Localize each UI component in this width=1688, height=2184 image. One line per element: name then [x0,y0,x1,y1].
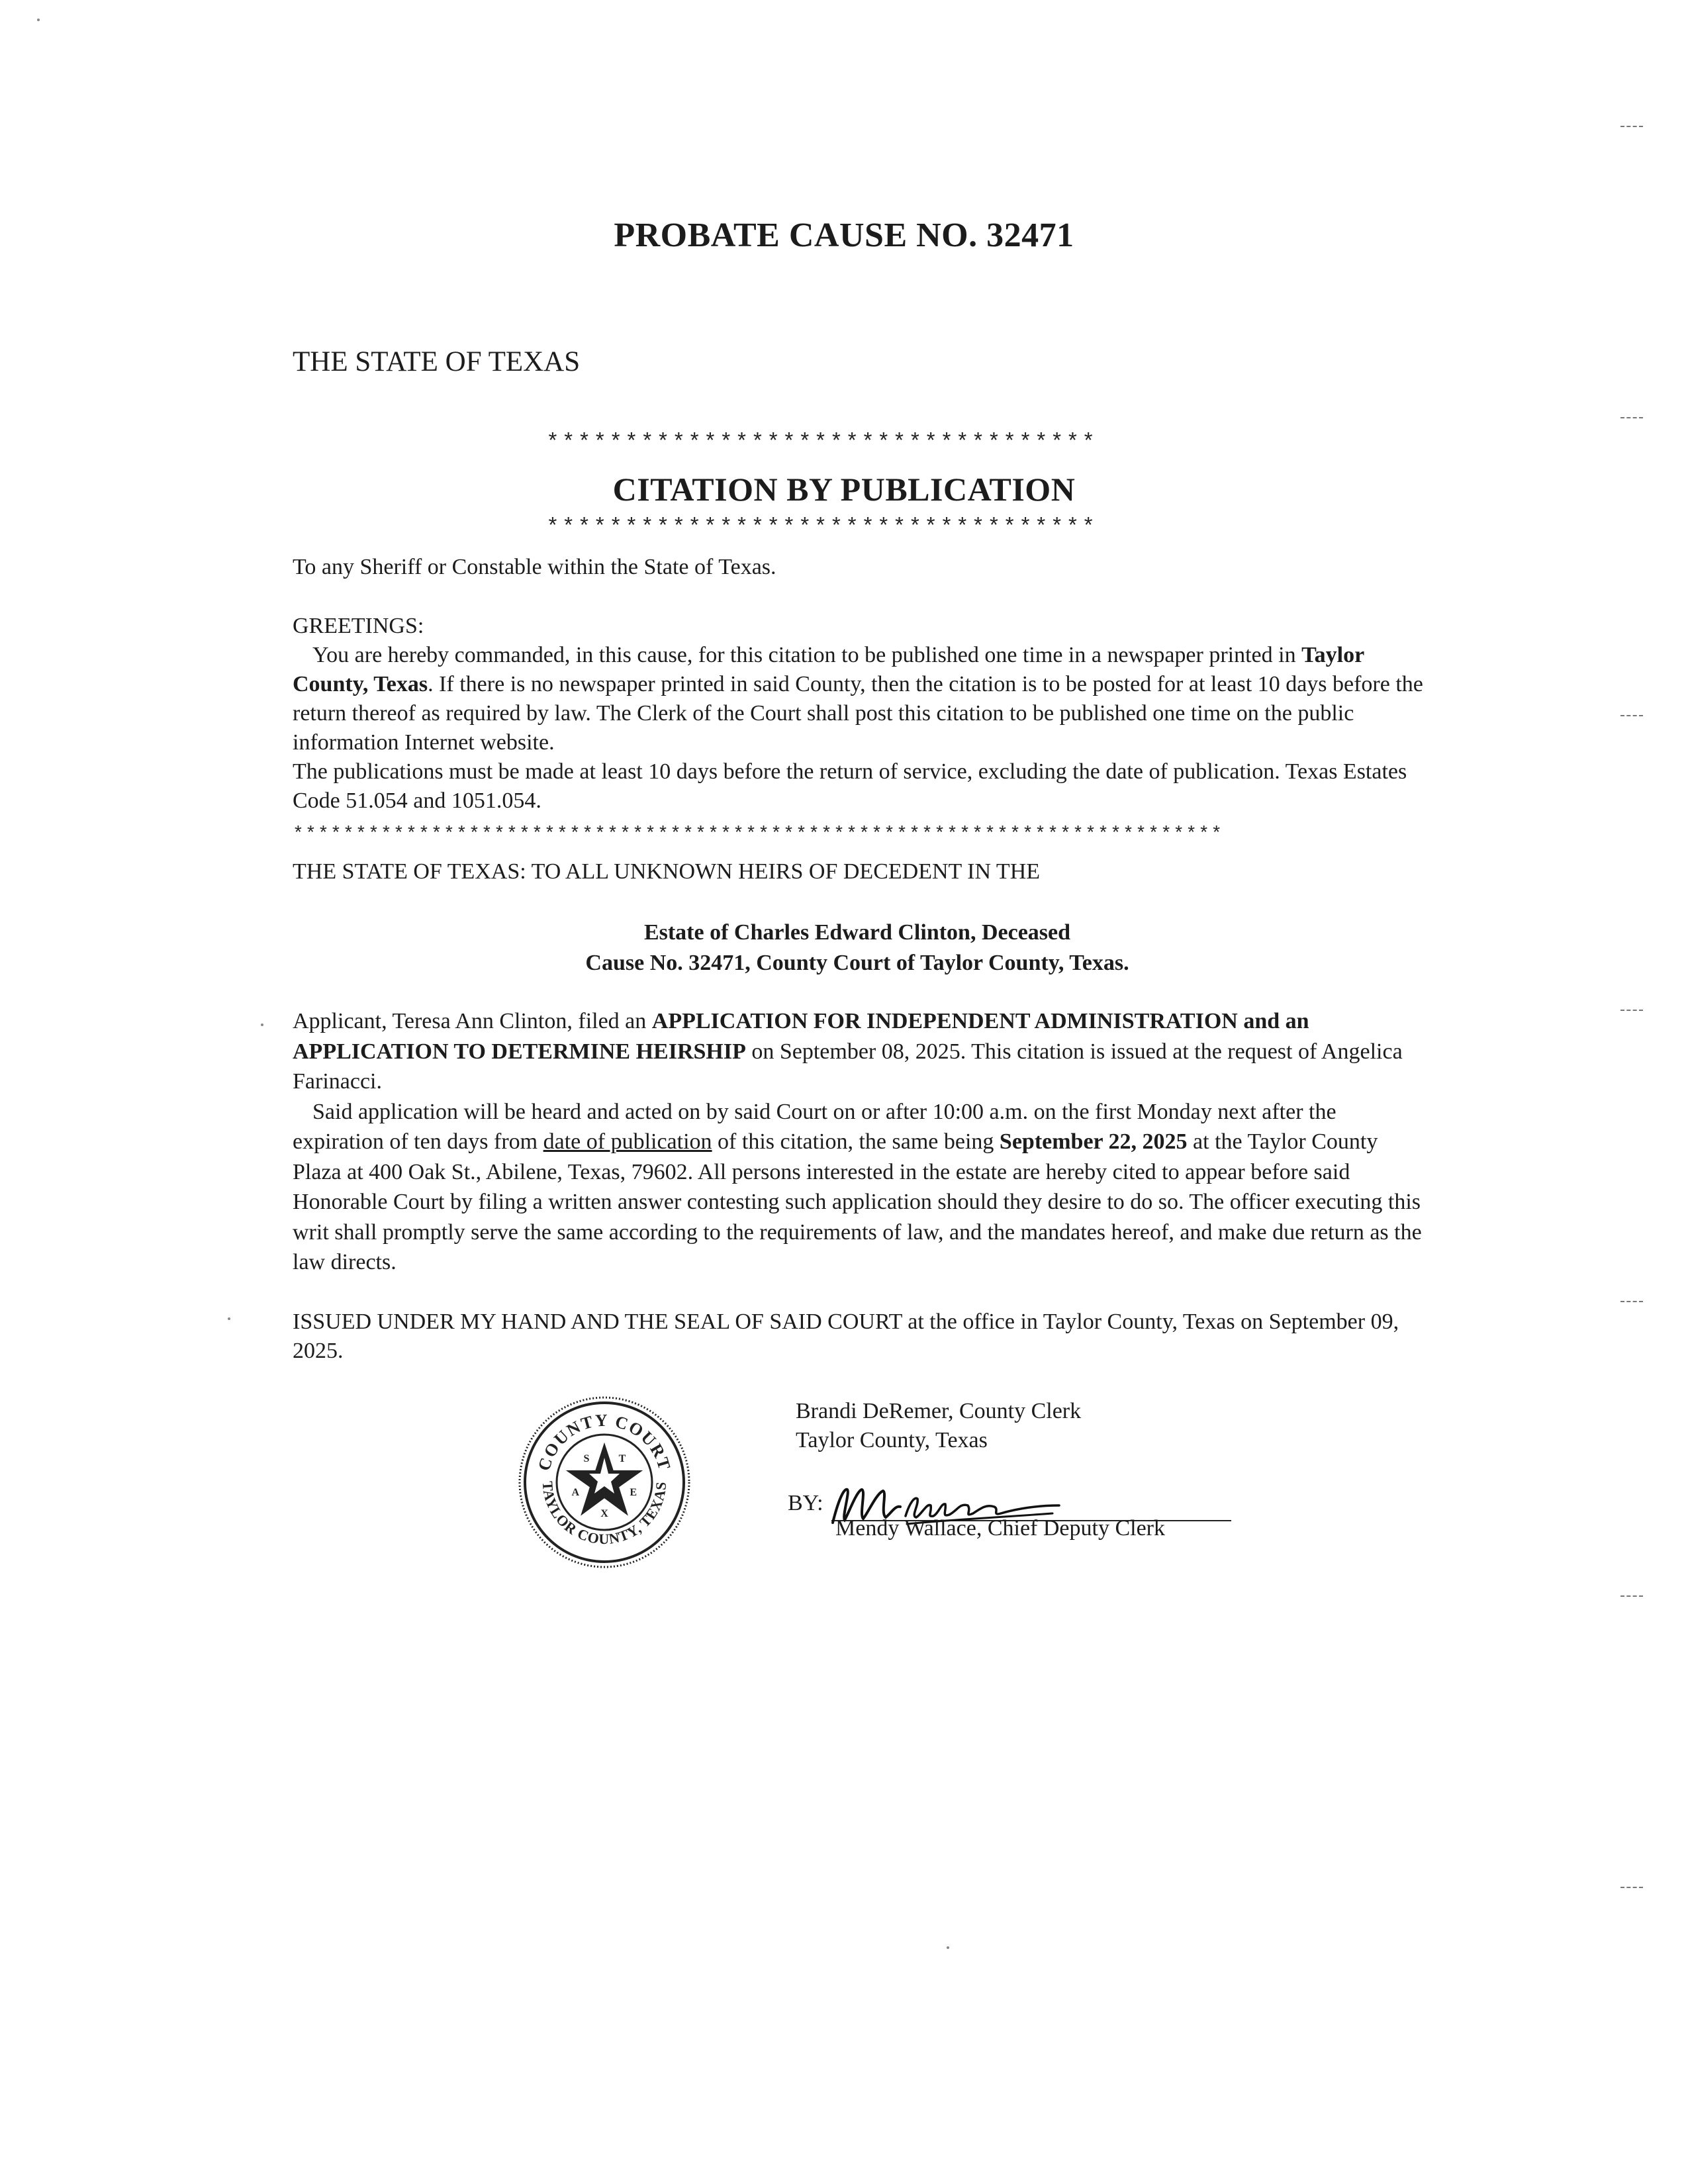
scan-speck [37,19,40,21]
seal-star-letter: X [600,1508,608,1519]
scan-speck [261,1023,263,1026]
seal-star-letter: S [583,1452,590,1464]
estate-caption [0,918,1688,978]
asterisk-divider-top: *********************************** [546,430,1098,455]
greetings-p1-text-a: You are hereby commanded, in this cause, for this citation to be published one time in a newspaper printed in [312,643,1302,667]
estate-cause-number: Cause No. 32471, County Court of Taylor County, Texas. [585,951,1129,975]
hearing-paragraph [293,1097,1431,1278]
greetings-label: GREETINGS: [293,614,424,638]
county-clerk-name: Brandi DeRemer, County Clerk [796,1399,1082,1423]
unknown-heirs-line: THE STATE OF TEXAS: TO ALL UNKNOWN HEIRS OF DECEDENT IN THE [293,859,1041,884]
hearing-text-b: of this citation, the same being [712,1129,1000,1154]
citation-by-publication-title: CITATION BY PUBLICATION [612,471,1076,508]
greetings-p1-county: Taylor County, Texas [293,643,1364,696]
scan-speck [228,1317,230,1320]
greetings-paragraph-2: The publications must be made at least 10 days before the return of service, excluding the date of publication. Texas Estates Code 51.054 and 1051.054. [293,759,1407,813]
seal-bottom-text: TAYLOR COUNTY, TEXAS [539,1480,670,1548]
hearing-text-a: Said application will be heard and acted on by said Court on or after 10:00 a.m. on the first Monday next after the expiration of ten days from [293,1099,1336,1154]
greetings-section [293,612,1444,816]
seal-graphic [515,1393,694,1572]
issued-under-seal: ISSUED UNDER MY HAND AND THE SEAL OF SAID COURT at the office in Taylor County, Texas on September 09, 2025. [293,1309,1399,1363]
state-of-texas-heading: THE STATE OF TEXAS [293,346,581,377]
estate-name: Estate of Charles Edward Clinton, Deceased [643,920,1071,945]
probate-cause-title: PROBATE CAUSE NO. 32471 [614,216,1074,254]
county-court-seal [515,1393,694,1572]
sheriff-address-line: To any Sheriff or Constable within the State of Texas. [293,555,776,579]
scan-speck [947,1946,949,1949]
applicant-section [293,1006,1431,1278]
seal-star-letter: T [618,1452,626,1464]
application-titles: APPLICATION FOR INDEPENDENT ADMINISTRATION and an APPLICATION TO DETERMINE HEIRSHIP [293,1009,1309,1064]
seal-star-letter: E [630,1487,637,1499]
scan-margin-mark [1620,126,1643,127]
applicant-text-a: Applicant, Teresa Ann Clinton, filed an [293,1009,652,1033]
date-of-publication-underlined: date of publication [543,1129,712,1154]
seal-star-letter: A [571,1487,580,1499]
by-label: BY: [788,1491,823,1515]
scan-margin-mark [1620,417,1643,418]
deputy-clerk-name: Mendy Wallace, Chief Deputy Clerk [835,1516,1165,1541]
county-clerk-county: Taylor County, Texas [796,1428,988,1452]
greetings-p1-text-b: . If there is no newspaper printed in said County, then the citation is to be posted for at least 10 days before the return thereof as required by law. The Clerk of the Court shall post this citation to be published one time on the public information Internet website. [293,672,1423,755]
hearing-date: September 22, 2025 [999,1129,1188,1154]
greetings-paragraph-1 [293,641,1444,757]
scan-margin-mark [1620,1301,1643,1302]
asterisk-divider-long: ************************************************************************** [293,824,1224,845]
scan-margin-mark [1620,1887,1643,1888]
scan-margin-mark [1620,1010,1643,1011]
scan-margin-mark [1620,1595,1643,1597]
scan-margin-mark [1620,715,1643,716]
applicant-text-b: on September 08, 2025. This citation is issued at the request of Angelica Farinacci. [293,1039,1403,1094]
applicant-paragraph [293,1006,1431,1097]
seal-top-text: COUNTY COURT [534,1410,675,1474]
signature-block [796,1397,1081,1455]
asterisk-divider-bottom: *********************************** [546,515,1098,540]
hearing-text-c: at the Taylor County Plaza at 400 Oak St., Abilene, Texas, 79602. All persons interested in the estate are hereby cited to appear before said Honorable Court by filing a written answer contesting such application should they desire to do so. The officer executing this writ shall promptly serve the same according to the requirements of law, and the mandates hereof, and make due return as the law directs. [293,1129,1422,1274]
